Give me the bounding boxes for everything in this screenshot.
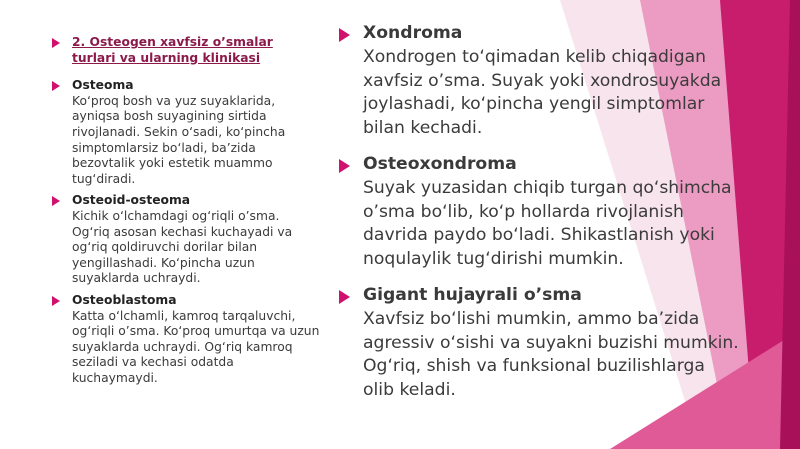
list-item-xondroma xyxy=(339,22,739,141)
bullet-arrow-icon xyxy=(339,159,350,173)
item-title: Osteoid-osteoma xyxy=(72,193,191,208)
item-description: Katta o‘lchamli, kamroq tarqaluvchi, og‘riqli o’sma. Ko‘proq umurtqa va uzun suyaklarda uchraydi. Og‘riq kamroq seziladi va kechasi odatda kuchaymaydi. xyxy=(72,308,320,385)
bullet-arrow-icon xyxy=(52,38,60,48)
item-description: Kichik o‘lchamdagi og‘riqli o’sma. Og‘riq asosan kechasi kuchayadi va og‘riq qoldiruvchi dorilar bilan yengillashadi. Ko‘pincha uzun suyaklarda uchraydi. xyxy=(72,208,293,286)
bullet-arrow-icon xyxy=(52,296,60,306)
item-text xyxy=(363,22,739,141)
list-item-gigant-hujayrali-osma xyxy=(339,284,739,403)
item-title: Gigant hujayrali o’sma xyxy=(363,284,582,305)
item-text xyxy=(72,293,320,387)
list-item-osteoblastoma xyxy=(52,293,320,387)
list-item-osteoid-osteoma xyxy=(52,193,320,287)
item-description: Xondrogen to‘qimadan kelib chiqadigan xavfsiz o’sma. Suyak yoki xondrosuyakda joylashadi, ko‘pincha yengil simptomlar bilan kechadi. xyxy=(363,46,722,139)
item-text xyxy=(363,284,739,403)
item-title: Osteoblastoma xyxy=(72,292,177,307)
item-description: Suyak yuzasidan chiqib turgan qo‘shimcha o’sma bo‘lib, ko‘p hollarda rivojlanish davrida paydo bo‘ladi. Shikastlanish yoki noqulaylik tug‘dirishi mumkin. xyxy=(363,177,732,270)
list-item-osteoma xyxy=(52,78,320,187)
left-heading-item xyxy=(52,35,320,66)
item-text xyxy=(72,78,320,187)
section-heading: 2. Osteogen xavfsiz o’smalar turlari va ularning klinikasi xyxy=(72,35,273,65)
item-text xyxy=(363,153,739,272)
bullet-arrow-icon xyxy=(339,290,350,304)
right-column xyxy=(339,22,739,415)
item-title: Osteoma xyxy=(72,78,134,93)
item-title: Osteoxondroma xyxy=(363,153,517,174)
item-description: Xavfsiz bo‘lishi mumkin, ammo ba’zida agressiv o‘sishi va suyakni buzishi mumkin. Og‘riq, shish va funksional buzilishlarga olib keladi. xyxy=(363,308,739,401)
left-column xyxy=(52,35,320,392)
item-title: Xondroma xyxy=(363,23,463,43)
item-text xyxy=(72,193,320,287)
bullet-arrow-icon xyxy=(339,28,350,42)
item-description: Ko‘proq bosh va yuz suyaklarida, ayniqsa bosh suyagining sirtida rivojlanadi. Sekin o‘sadi, ko‘pincha simptomlarsiz bo‘ladi, ba’zida bezovtalik yoki estetik muammo tug‘diradi. xyxy=(72,93,286,186)
list-item-osteoxondroma xyxy=(339,153,739,272)
bullet-arrow-icon xyxy=(52,81,60,91)
bullet-arrow-icon xyxy=(52,196,60,206)
